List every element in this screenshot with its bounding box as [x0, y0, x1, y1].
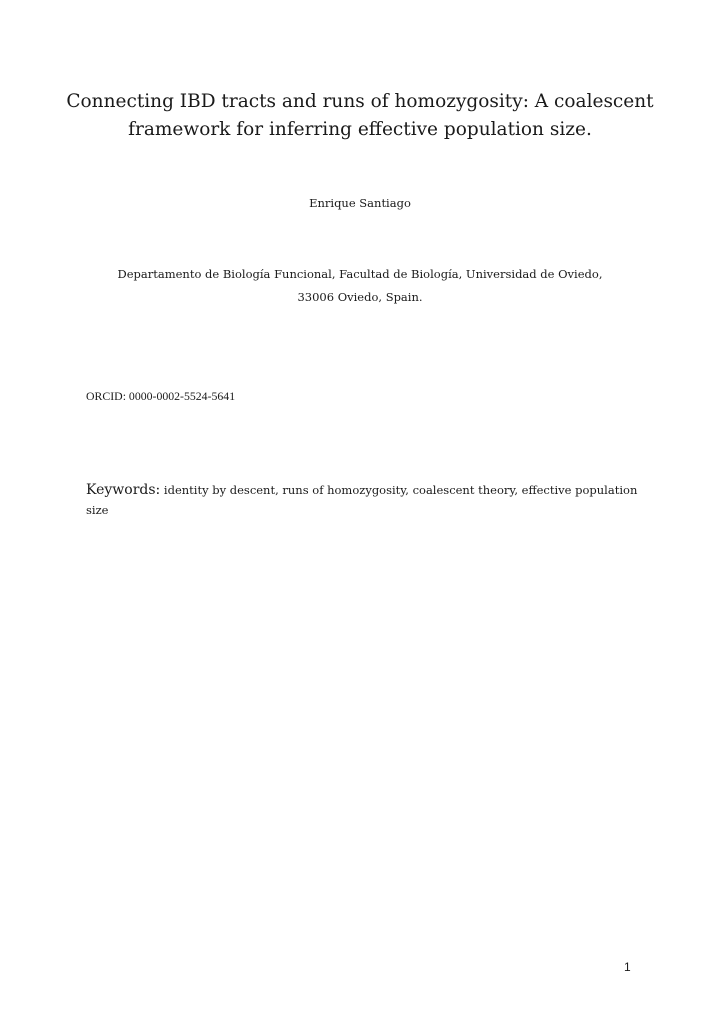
keywords-text: identity by descent, runs of homozygosity, coalescent theory, effective population size: [86, 483, 638, 517]
paper-title-line-1: Connecting IBD tracts and runs of homozygosity: A coalescent: [66, 91, 654, 112]
paper-title: [60, 88, 660, 144]
author-name: Enrique Santiago: [309, 196, 411, 210]
keywords-label: Keywords:: [86, 482, 161, 498]
paper-title-line-2: framework for inferring effective population size.: [128, 119, 592, 140]
affiliation-line-1: Departamento de Biología Funcional, Facultad de Biología, Universidad de Oviedo,: [117, 267, 603, 281]
affiliation-line-2: 33006 Oviedo, Spain.: [297, 290, 423, 304]
keywords-block: [86, 480, 646, 520]
author-affiliation: [60, 263, 660, 309]
page-number: 1: [624, 960, 631, 974]
orcid-id: ORCID: 0000-0002-5524-5641: [86, 389, 236, 403]
